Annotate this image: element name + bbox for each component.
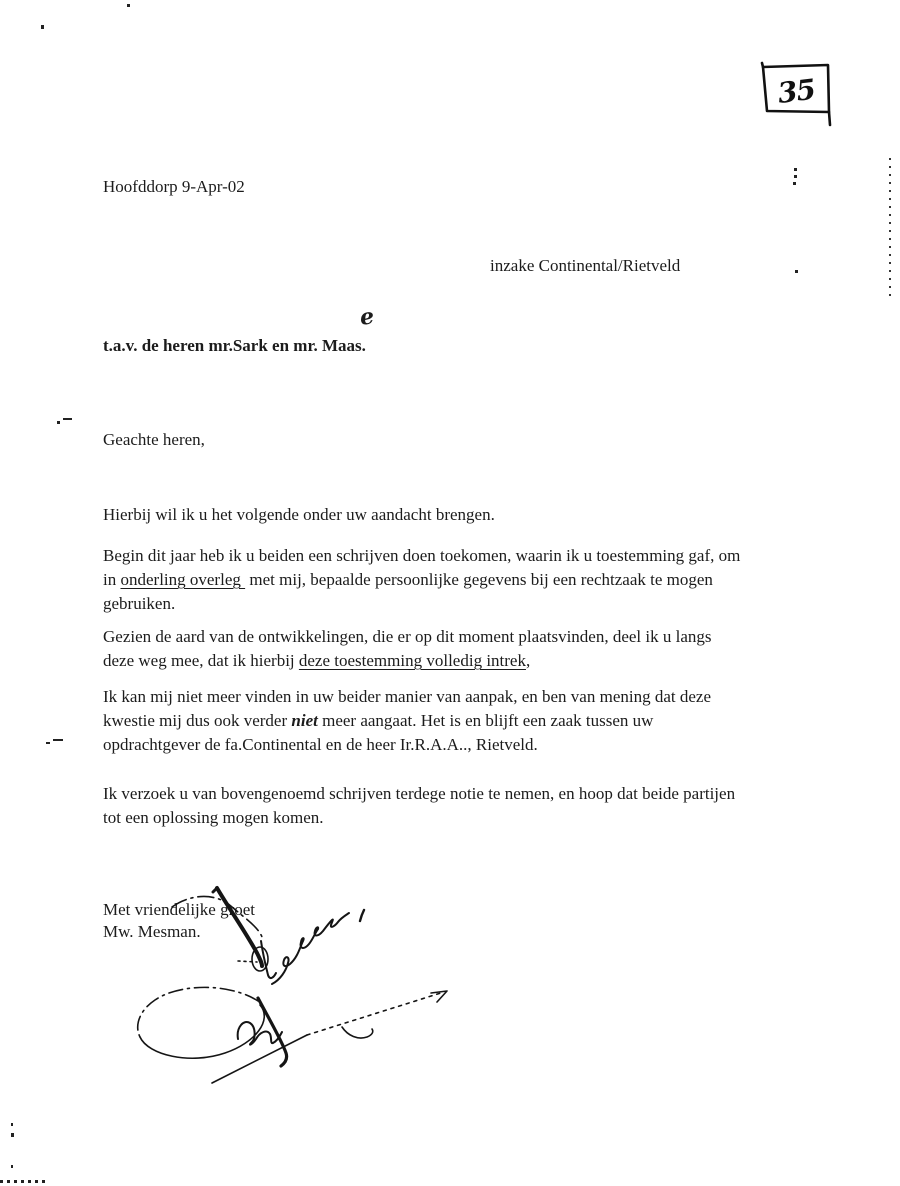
letter-line: Gezien de aard van de ontwikkelingen, die er op dit moment plaatsvinden, deel ik u langs <box>103 627 712 646</box>
scan-artifact-dotted-line <box>889 158 891 298</box>
attention-line: t.a.v. de heren mr.Sark en mr. Maas. <box>103 336 366 355</box>
scan-artifact <box>11 1123 13 1126</box>
handwritten-signature <box>110 855 490 1105</box>
scan-artifact <box>794 168 797 171</box>
handwritten-e-annotation: e <box>358 303 376 331</box>
signer-name: Mw. Mesman. <box>103 922 201 941</box>
scan-artifact <box>793 182 796 185</box>
closing-line: Met vriendelijke groet <box>103 900 256 919</box>
scan-artifact <box>57 421 60 424</box>
letter-line: tot een oplossing mogen komen. <box>103 808 324 827</box>
paragraph-begin-dit-jaar <box>103 544 740 616</box>
letter-line: gebruiken. <box>103 594 176 613</box>
scan-artifact <box>795 270 798 273</box>
scan-artifact <box>794 175 797 178</box>
scan-artifact <box>11 1133 14 1137</box>
scan-artifact <box>127 4 130 7</box>
subject-line: inzake Continental/Rietveld <box>490 256 681 275</box>
scan-artifact <box>11 1165 13 1168</box>
underlined-phrase: onderling overleg <box>120 570 246 589</box>
scan-artifact <box>63 418 72 420</box>
letter-line: deze weg mee, dat ik hierbij deze toestemming volledig intrek, <box>103 651 531 670</box>
paragraph-intro <box>103 503 495 527</box>
letter-line: Hierbij wil ik u het volgende onder uw aandacht brengen. <box>103 505 495 524</box>
letter-line: in onderling overleg met mij, bepaalde persoonlijke gegevens bij een rechtzaak te mogen <box>103 570 713 589</box>
paragraph-gezien <box>103 625 712 673</box>
closing-block <box>103 899 255 943</box>
underlined-phrase: deze toestemming volledig intrek <box>298 651 526 670</box>
emphasized-word: niet <box>291 711 318 730</box>
letter-line: Begin dit jaar heb ik u beiden een schrijven doen toekomen, waarin ik u toestemming gaf, om <box>103 546 741 565</box>
date-line: Hoofddorp 9-Apr-02 <box>103 177 245 196</box>
letter-line: kwestie mij dus ook verder niet meer aangaat. Het is en blijft een zaak tussen uw <box>103 711 654 730</box>
handwritten-page-number-box <box>750 55 845 135</box>
letter-line: Ik kan mij niet meer vinden in uw beider manier van aanpak, en ben van mening dat deze <box>103 687 711 706</box>
scan-artifact <box>46 742 50 744</box>
paragraph-ik-verzoek <box>103 782 735 830</box>
scan-artifact <box>41 25 44 29</box>
scan-artifact <box>53 739 63 741</box>
letter-line: opdrachtgever de fa.Continental en de heer Ir.R.A.A.., Rietveld. <box>103 735 538 754</box>
letter-line: Ik verzoek u van bovengenoemd schrijven terdege notie te nemen, en hoop dat beide partijen <box>103 784 736 803</box>
scan-artifact-dotted-line <box>0 1180 47 1183</box>
paragraph-ik-kan <box>103 685 711 757</box>
salutation: Geachte heren, <box>103 430 205 449</box>
stamp-number: 35 <box>775 72 817 110</box>
